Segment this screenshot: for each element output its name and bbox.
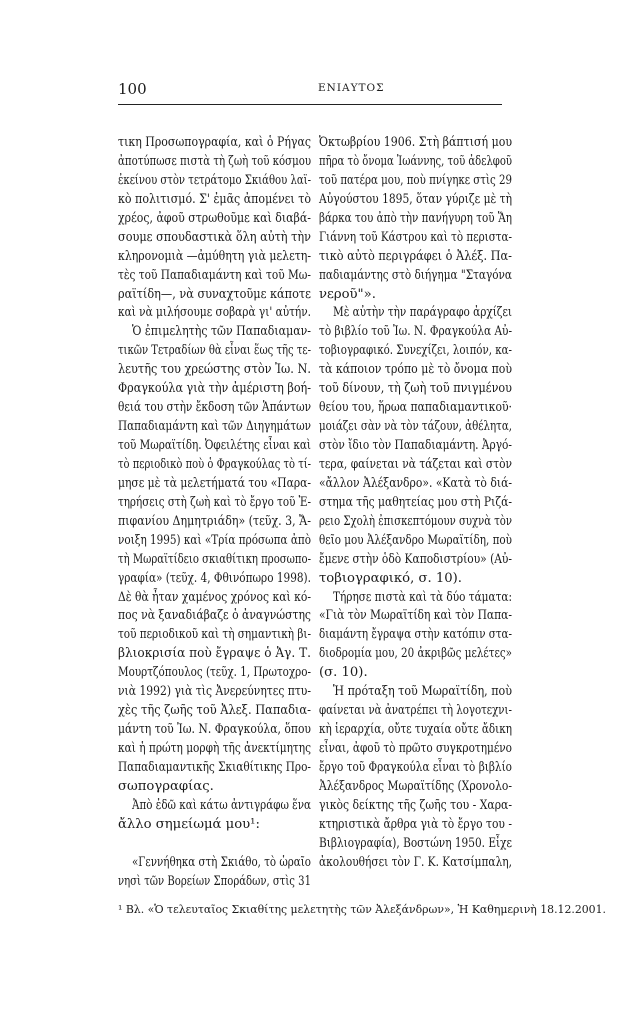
text-line	[118, 589, 311, 608]
line-text: τικὸ αὐτὸ περιγράφει ὁ Ἀλέξ. Πα-	[319, 248, 512, 264]
text-line	[319, 797, 512, 816]
text-line	[319, 437, 512, 456]
line-text: νεροῦ"».	[319, 286, 376, 302]
line-text: ραϊτίδη—, νὰ συναχτοῦμε κάποτε	[118, 286, 311, 302]
text-line	[319, 570, 512, 589]
text-line	[319, 778, 512, 797]
text-line	[118, 475, 311, 494]
text-line	[319, 721, 512, 740]
text-line	[118, 607, 311, 626]
text-line	[118, 778, 311, 797]
line-text: τοβιογραφικό, σ. 10).	[319, 570, 462, 586]
line-text: τοῦ περιοδικοῦ καὶ τὴ σημαντικὴ βι-	[118, 627, 312, 643]
line-text: τὴ Μωραϊτίδειο σκιαθίτικη προσωπο-	[118, 551, 311, 567]
text-line	[118, 342, 311, 361]
text-line	[118, 494, 311, 513]
text-line	[118, 740, 311, 759]
text-line	[319, 816, 512, 835]
line-text: διοδρομία μου, 20 ἀκριβῶς μελέτες»	[319, 646, 512, 662]
line-text: λευτῆς του χρεώστης στὸν Ἰω. Ν.	[118, 362, 312, 378]
line-text: βλιοκρισία ποὺ ἔγραψε ὁ Ἀγ. Τ.	[118, 646, 311, 662]
line-text: γικὸς δείκτης τῆς ζωῆς του - Χαρα-	[319, 797, 513, 813]
text-line	[319, 532, 512, 551]
line-text: τὸ βιβλίο τοῦ Ἰω. Ν. Φραγκούλα Αὐ-	[319, 324, 513, 340]
line-text: καὶ νὰ μιλήσουμε σοβαρὰ γι' αὐτήν.	[118, 305, 311, 321]
text-line	[118, 361, 311, 380]
text-line	[319, 191, 512, 210]
line-text: πιφανίου Δημητριάδη» (τεῦχ. 3, Ἄ-	[118, 513, 311, 529]
text-line	[319, 304, 512, 323]
text-line	[118, 570, 311, 589]
line-text: ἀκολουθήσει τὸν Γ. Κ. Κατσίμπαλη,	[319, 854, 512, 870]
running-head: ΕΝΙΑΥΤΟΣ	[318, 82, 385, 94]
line-text: ρειο Σχολὴ ἐπισκεπτόμουν συχνὰ τὸν	[319, 513, 512, 529]
line-text: ἔργο τοῦ Φραγκούλα εἶναι τὸ βιβλίο	[319, 759, 512, 775]
text-line	[118, 759, 311, 778]
line-text: τικῶν Τετραδίων θὰ εἶναι ἕως τῆς τε-	[118, 343, 312, 359]
line-text: Παπαδιαμαντικῆς Σκιαθίτικης Προ-	[118, 759, 311, 775]
line-text: θειά του στὴν ἔκδοση τῶν Ἁπάντων	[118, 400, 312, 416]
line-text: στημα τῆς μαθητείας μου στὴ Ριζά-	[319, 494, 513, 510]
text-line	[319, 210, 512, 229]
text-line	[118, 797, 311, 816]
text-line	[319, 551, 512, 570]
text-line	[118, 153, 311, 172]
line-text: νιὰ 1992) γιὰ τὶς Ἀνερεύνητες πτυ-	[118, 684, 311, 700]
text-line	[118, 267, 311, 286]
text-line	[118, 664, 311, 683]
text-line	[319, 380, 512, 399]
text-line	[118, 286, 311, 305]
text-line	[319, 342, 512, 361]
line-text: κληρονομιὰ —ἀμύθητη γιὰ μελετη-	[118, 248, 312, 264]
text-line	[118, 248, 311, 267]
text-line	[118, 418, 311, 437]
text-line	[118, 399, 311, 418]
line-text: νοιξη 1995) καὶ «Τρία πρόσωπα ἀπὸ	[118, 532, 311, 548]
text-line	[319, 172, 512, 191]
line-text: Μουρτζόπουλος (τεῦχ. 1, Πρωτοχρο-	[118, 665, 311, 681]
line-text: «ἄλλον Ἀλέξανδρο». «Κατὰ τὸ διά-	[319, 475, 513, 491]
line-text: στὸν ἴδιο τὸν Παπαδιαμάντη. Ἀργό-	[319, 438, 512, 453]
line-text: κὸ πολιτισμό. Σ' ἐμᾶς ἀπομένει τὸ	[118, 191, 312, 207]
line-text: Ἀλέξανδρος Μωραϊτίδης (Χρονολο-	[319, 778, 513, 794]
footnote	[118, 901, 606, 919]
line-text: τοῦ Μωραϊτίδη. Ὀφειλέτης εἶναι καὶ	[118, 438, 312, 453]
text-line	[319, 607, 512, 626]
line-text: Ἡ πρόταξη τοῦ Μωραϊτίδη, ποὺ	[333, 684, 513, 700]
line-text: ἔμενε στὴν ὁδὸ Καποδιστρίου» (Αὐ-	[319, 551, 512, 567]
line-text: παδιαμάντης στὸ διήγημα "Σταγόνα	[319, 267, 512, 283]
page-header	[118, 80, 504, 100]
line-text: εἶναι, ἀφοῦ τὸ πρῶτο συγκροτημένο	[319, 741, 512, 756]
text-line	[319, 134, 512, 153]
line-text: Τήρησε πιστὰ καὶ τὰ δύο τάματα:	[333, 589, 512, 605]
text-line	[118, 645, 311, 664]
line-text: φαίνεται νὰ ἀνατρέπει τὴ λογοτεχνι-	[319, 703, 513, 719]
text-line	[118, 172, 311, 191]
line-text: τοβιογραφικό. Συνεχίζει, λοιπόν, κα-	[319, 343, 512, 359]
line-text: βάρκα του ἀπὸ τὴν πανήγυρη τοῦ Ἅη	[319, 210, 512, 226]
text-line	[319, 248, 512, 267]
line-text: τοῦ δίνουν, τὴ ζωὴ τοῦ πνιγμένου	[319, 381, 513, 397]
text-line	[118, 721, 311, 740]
text-line	[319, 494, 512, 513]
text-line	[118, 626, 311, 645]
text-line	[118, 532, 311, 551]
text-line	[319, 475, 512, 494]
line-text: Ὀκτωβρίου 1906. Στὴ βάπτισή μου	[319, 135, 513, 150]
text-line	[319, 854, 512, 873]
line-text: σωπογραφίας.	[118, 778, 214, 794]
line-text: «Γιὰ τὸν Μωραϊτίδη καὶ τὸν Παπα-	[319, 608, 512, 624]
line-text: τερα, φαίνεται νὰ τάζεται καὶ στὸν	[319, 456, 513, 472]
text-line	[118, 854, 311, 873]
line-text: «Γεννήθηκα στὴ Σκιάθο, τὸ ὡραῖο	[132, 854, 311, 870]
line-text: θεῖο μου Ἀλέξανδρο Μωραϊτίδη, ποὺ	[319, 532, 512, 548]
line-text: Δὲ θὰ ἦταν χαμένος χρόνος καὶ κό-	[118, 589, 311, 605]
text-line	[319, 286, 512, 305]
text-line	[319, 456, 512, 475]
line-text: Ἀπὸ ἐδῶ καὶ κάτω ἀντιγράφω ἕνα	[132, 797, 312, 813]
line-text: ἄλλο σημείωμά μου¹:	[118, 816, 260, 832]
text-line	[319, 683, 512, 702]
text-line	[118, 134, 311, 153]
line-text: Βιβλιογραφία), Βοστώνη 1950. Εἶχε	[319, 835, 512, 851]
page-number: 100	[118, 80, 147, 98]
line-text: τὲς τοῦ Παπαδιαμάντη καὶ τοῦ Μω-	[118, 267, 311, 283]
line-text: χὲς τῆς ζωῆς τοῦ Ἀλεξ. Παπαδια-	[118, 703, 311, 719]
text-line	[319, 399, 512, 418]
line-text: θείου του, ἥρωα παπαδιαμαντικοῦ·	[319, 400, 513, 416]
text-line	[319, 645, 512, 664]
line-text: Αὐγούστου 1895, ὅταν γύριζε μὲ τὴ	[319, 191, 513, 207]
line-text: κὴ ἱεραρχία, οὔτε τυχαία οὔτε ἄδικη	[319, 722, 512, 738]
line-text: πος νὰ ξαναδιάβαζε ὁ ἀναγνώστης	[118, 608, 312, 624]
text-line	[118, 323, 311, 342]
text-line	[319, 323, 512, 342]
footnote-text: ¹ Βλ. «Ὁ τελευταῖος Σκιαθίτης μελετητὴς τῶν Ἀλεξάνδρων», Ἡ Καθημερινὴ 18.12.2001.	[118, 903, 606, 916]
text-line	[118, 816, 311, 835]
text-line	[319, 418, 512, 437]
line-text: Γιάννη τοῦ Κάστρου καὶ τὸ περιστα-	[319, 229, 513, 245]
line-text: ἐκείνου στὸν τετράτομο Σκιάθου λαϊ-	[118, 172, 311, 188]
line-text: (σ. 10).	[319, 665, 368, 681]
line-text: Παπαδιαμάντη καὶ τῶν Διηγημάτων	[118, 419, 312, 435]
text-line	[319, 513, 512, 532]
text-line	[118, 456, 311, 475]
text-line	[118, 304, 311, 323]
line-text: μοιάζει σὰν νὰ τὸν τάζουν, ἀθέλητα,	[319, 419, 512, 435]
line-text: τικη Προσωπογραφία, καὶ ὁ Ρήγας	[118, 135, 311, 150]
line-text: γραφία» (τεῦχ. 4, Φθινόπωρο 1998).	[118, 570, 311, 586]
text-line	[118, 513, 311, 532]
text-line	[319, 229, 512, 248]
text-line	[118, 835, 311, 854]
text-line	[319, 589, 512, 608]
header-rule	[118, 104, 502, 105]
text-line	[319, 267, 512, 286]
line-text: νησὶ τῶν Βορείων Σποράδων, στὶς 31	[118, 873, 311, 889]
line-text: κτηριστικὰ ἄρθρα γιὰ τὸ ἔργο του -	[319, 816, 513, 832]
text-line	[118, 380, 311, 399]
text-line	[118, 229, 311, 248]
text-line	[118, 702, 311, 721]
line-text: καὶ ἡ πρώτη μορφὴ τῆς ἀνεκτίμητης	[118, 741, 312, 756]
text-line	[118, 873, 311, 892]
text-line	[319, 702, 512, 721]
right-column	[319, 134, 512, 873]
line-text: μησε μὲ τὰ μελετήματά του «Παρα-	[118, 475, 312, 491]
line-text: Μὲ αὐτὴν τὴν παράγραφο ἀρχίζει	[333, 305, 513, 321]
text-line	[118, 437, 311, 456]
text-line	[319, 664, 512, 683]
text-line	[319, 153, 512, 172]
line-text: πῆρα τὸ ὄνομα Ἰωάννης, τοῦ ἀδελφοῦ	[319, 153, 512, 169]
text-line	[319, 740, 512, 759]
line-text: διαμάντη ἔγραψα στὴν κατόπιν στα-	[319, 627, 512, 643]
text-line	[118, 191, 311, 210]
text-line	[319, 835, 512, 854]
text-line	[319, 361, 512, 380]
left-column	[118, 134, 311, 892]
text-line	[118, 683, 311, 702]
text-line	[118, 551, 311, 570]
line-text: Ὁ ἐπιμελητὴς τῶν Παπαδιαμαν-	[132, 324, 312, 340]
line-text: χρέος, ἀφοῦ στρωθοῦμε καὶ διαβά-	[118, 210, 312, 226]
line-text: Φραγκούλα γιὰ τὴν ἀμέριστη βοή-	[118, 381, 312, 397]
text-line	[118, 210, 311, 229]
text-line	[319, 759, 512, 778]
line-text: τηρήσεις στὴ ζωὴ καὶ τὸ ἔργο τοῦ Ἐ-	[118, 494, 312, 510]
text-line	[319, 626, 512, 645]
line-text: τοῦ πατέρα μου, ποὺ πνίγηκε στὶς 29	[319, 172, 512, 188]
line-text: τὰ κάποιον τρόπο μὲ τὸ ὄνομα ποὺ	[319, 362, 512, 378]
line-text: ἀποτύπωσε πιστὰ τὴ ζωὴ τοῦ κόσμου	[118, 153, 312, 169]
line-text: σουμε σπουδαστικὰ ὅλη αὐτὴ τὴν	[118, 229, 311, 245]
line-text: τὸ περιοδικὸ ποὺ ὁ Φραγκούλας τὸ τί-	[118, 456, 312, 472]
line-text: μάντη τοῦ Ἰω. Ν. Φραγκούλα, ὅπου	[118, 722, 312, 738]
